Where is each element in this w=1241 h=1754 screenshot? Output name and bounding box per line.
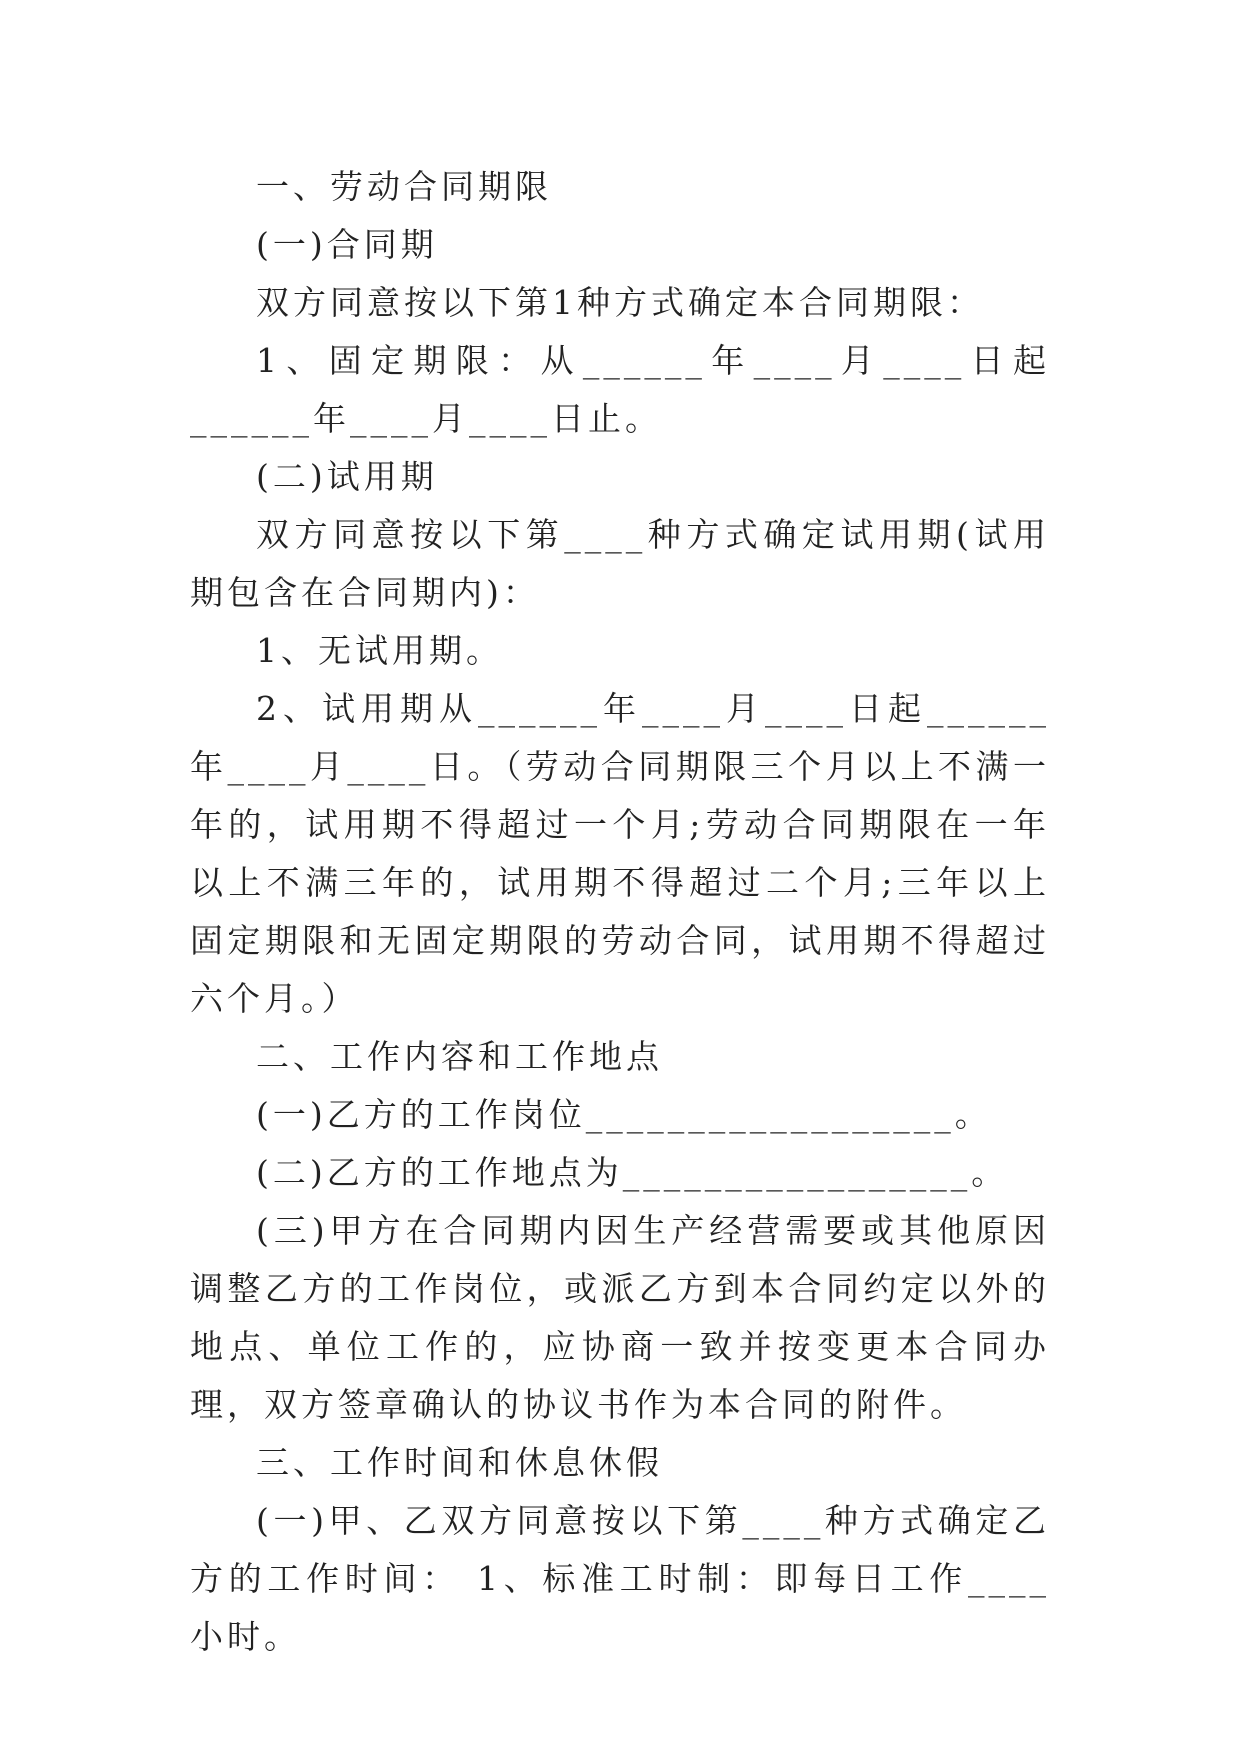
section-heading-term: 一、劳动合同期限 (256, 167, 552, 206)
document-page (190, 158, 1050, 1666)
paragraph-working-hours: (一)甲、乙双方同意按以下第____种方式确定乙方的工作时间： 1、标准工时制：即每日工作____小时。 (190, 1501, 1050, 1656)
paragraph-no-probation: 1、无试用期。 (256, 631, 503, 670)
paragraph-job-position: (一)乙方的工作岗位__________________。 (256, 1095, 992, 1134)
paragraph-probation-period: 2、试用期从______年____月____日起______年____月____日。（劳动合同期限三个月以上不满一年的，试用期不得超过一个月;劳动合同期限在一年以上不满三年的，试用期不得超过二个月;三年以上固定期限和无固定期限的劳动合同，试用期不得超过六个月。） (190, 689, 1050, 1018)
paragraph-fixed-term: 1、固定期限：从______年____月____日起______年____月____日止。 (190, 341, 1050, 438)
paragraph-term-method: 双方同意按以下第1种方式确定本合同期限： (256, 283, 984, 322)
section-heading-hours: 三、工作时间和休息休假 (256, 1443, 663, 1482)
subheading-contract-period: (一)合同期 (256, 225, 438, 264)
paragraph-adjustment: (三)甲方在合同期内因生产经营需要或其他原因调整乙方的工作岗位，或派乙方到本合同约定以外的地点、单位工作的，应协商一致并按变更本合同办理，双方签章确认的协议书作为本合同的附件。 (190, 1211, 1050, 1424)
paragraph-work-location: (二)乙方的工作地点为_________________。 (256, 1153, 1009, 1192)
section-heading-work: 二、工作内容和工作地点 (256, 1037, 663, 1076)
paragraph-probation-method: 双方同意按以下第____种方式确定试用期(试用期包含在合同期内)： (190, 515, 1050, 612)
subheading-probation: (二)试用期 (256, 457, 438, 496)
